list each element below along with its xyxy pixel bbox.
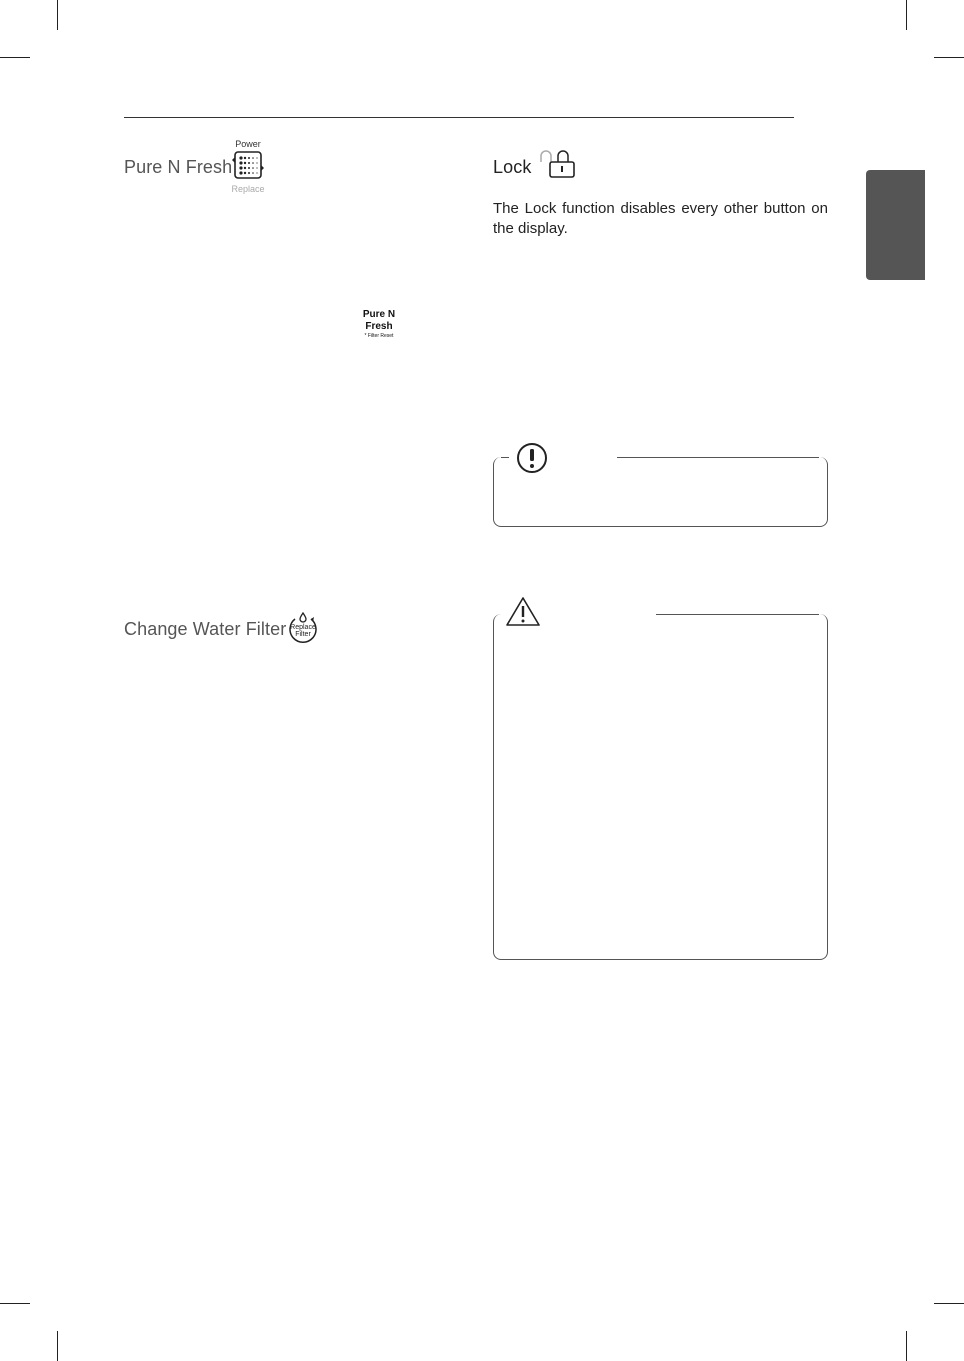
crop-mark: [57, 0, 58, 30]
header-rule: [124, 117, 794, 118]
button-label-line2: Fresh: [365, 321, 393, 332]
warning-box-border: [656, 614, 819, 615]
crop-mark: [934, 1303, 964, 1304]
replace-filter-icon: [286, 610, 320, 644]
change-water-filter-heading: Change Water Filter: [124, 619, 287, 639]
section-tab: [866, 170, 925, 280]
lock-description: The Lock function disables every other button on the display.: [493, 200, 828, 237]
warning-triangle-icon: [505, 596, 541, 628]
button-label-line1: Pure N: [362, 309, 396, 320]
unlock-icon: [538, 148, 578, 180]
pure-n-fresh-heading: Pure N Fresh: [124, 157, 233, 177]
note-box-border: [617, 457, 819, 458]
crop-mark: [934, 57, 964, 58]
warning-box: [493, 614, 828, 960]
crop-mark: [0, 57, 30, 58]
button-label-line3: * Filter Reset: [364, 333, 394, 339]
crop-mark: [906, 0, 907, 30]
exclamation-circle-icon: [515, 441, 549, 475]
crop-mark: [906, 1331, 907, 1361]
note-box-border: [501, 457, 509, 458]
replace-label: Replace: [231, 184, 265, 194]
power-label: Power: [235, 139, 261, 149]
crop-mark: [57, 1331, 58, 1361]
replace-filter-icon-line1: Replace: [290, 624, 316, 631]
replace-filter-icon-line2: Filter: [295, 631, 311, 638]
lock-heading: Lock: [493, 157, 532, 177]
crop-mark: [0, 1303, 30, 1304]
pure-n-fresh-icon: [231, 150, 265, 182]
pure-n-fresh-button-illustration: [356, 309, 402, 340]
